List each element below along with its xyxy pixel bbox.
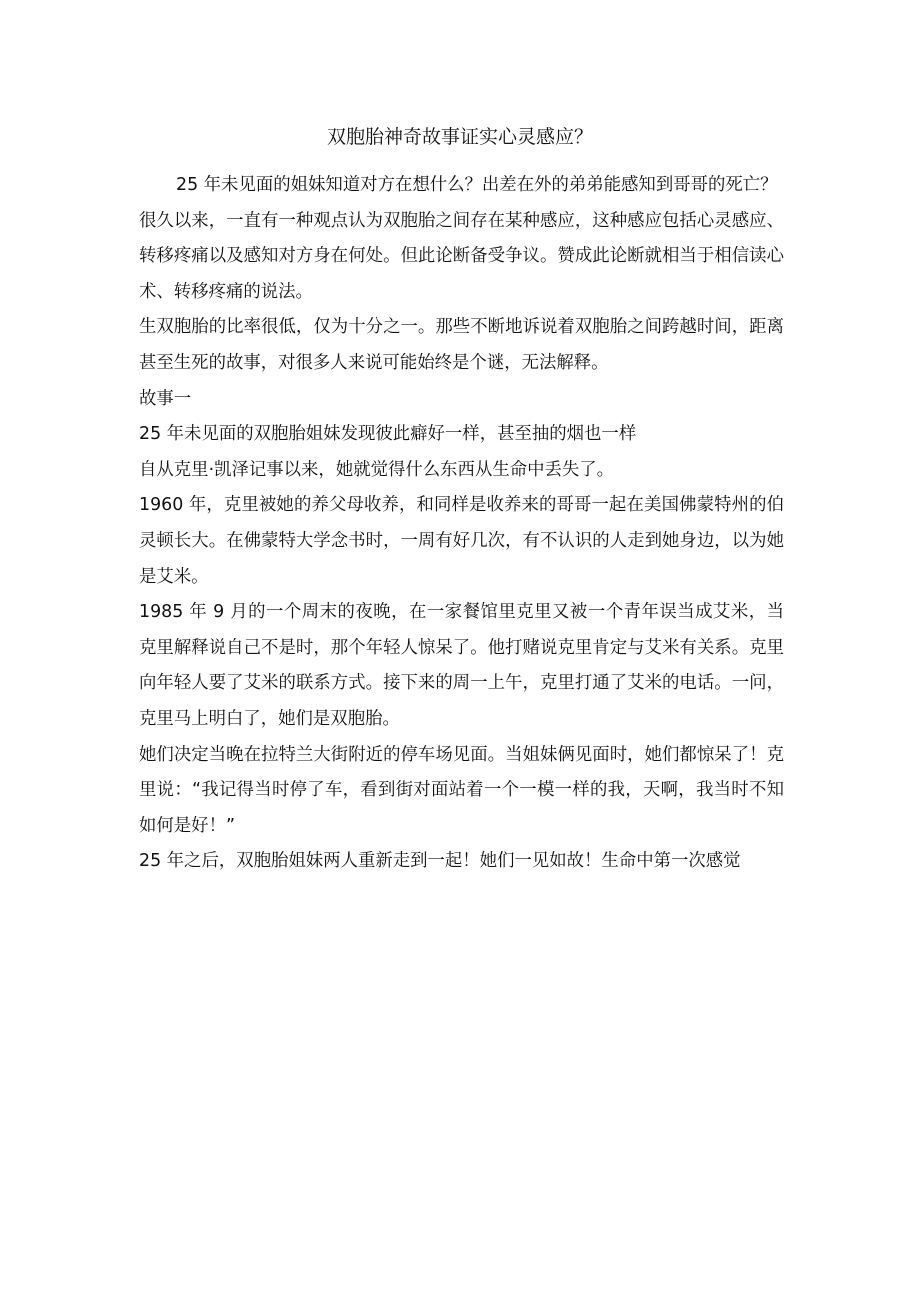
paragraph: 25 年未见面的双胞胎姐妹发现彼此癖好一样，甚至抽的烟也一样 xyxy=(139,424,637,445)
paragraph: 很久以来，一直有一种观点认为双胞胎之间存在某种感应，这种感应包括心灵感应、转移疼痛以及感知对方身在何处。但此论断备受争议。赞成此论断就相当于相信读心术、转移疼痛的说法。 xyxy=(139,210,784,302)
paragraph: 25 年未见面的姐妹知道对方在想什么？出差在外的弟弟能感知到哥哥的死亡？ xyxy=(176,175,778,195)
paragraph: 她们决定当晚在拉特兰大街附近的停车场见面。当姐妹俩见面时，她们都惊呆了！克里说：“我记得当时停了车，看到街对面站着一个一模一样的我，天啊，我当时不知如何是好！” xyxy=(139,744,784,836)
document-title: 双胞胎神奇故事证实心灵感应？ xyxy=(326,126,593,148)
document-body xyxy=(139,168,784,880)
paragraph: 自从克里·凯泽记事以来，她就觉得什么东西从生命中丢失了。 xyxy=(139,459,615,480)
paragraph: 1985 年 9 月的一个周末的夜晚，在一家餐馆里克里又被一个青年误当成艾米，当克里解释说自己不是时，那个年轻人惊呆了。他打赌说克里肯定与艾米有关系。克里向年轻人要了艾米的联系方式。接下来的周一上午，克里打通了艾米的电话。一问，克里马上明白了，她们是双胞胎。 xyxy=(139,602,784,729)
paragraph: 25 年之后，双胞胎姐妹两人重新走到一起！她们一见如故！生命中第一次感觉 xyxy=(139,851,741,872)
paragraph: 生双胞胎的比率很低，仅为十分之一。那些不断地诉说着双胞胎之间跨越时间，距离甚至生死的故事，对很多人来说可能始终是个谜，无法解释。 xyxy=(139,317,784,373)
section-heading: 故事一 xyxy=(139,388,192,409)
paragraph: 1960 年，克里被她的养父母收养，和同样是收养来的哥哥一起在美国佛蒙特州的伯灵顿长大。在佛蒙特大学念书时，一周有好几次，有不认识的人走到她身边，以为她是艾米。 xyxy=(139,495,784,587)
